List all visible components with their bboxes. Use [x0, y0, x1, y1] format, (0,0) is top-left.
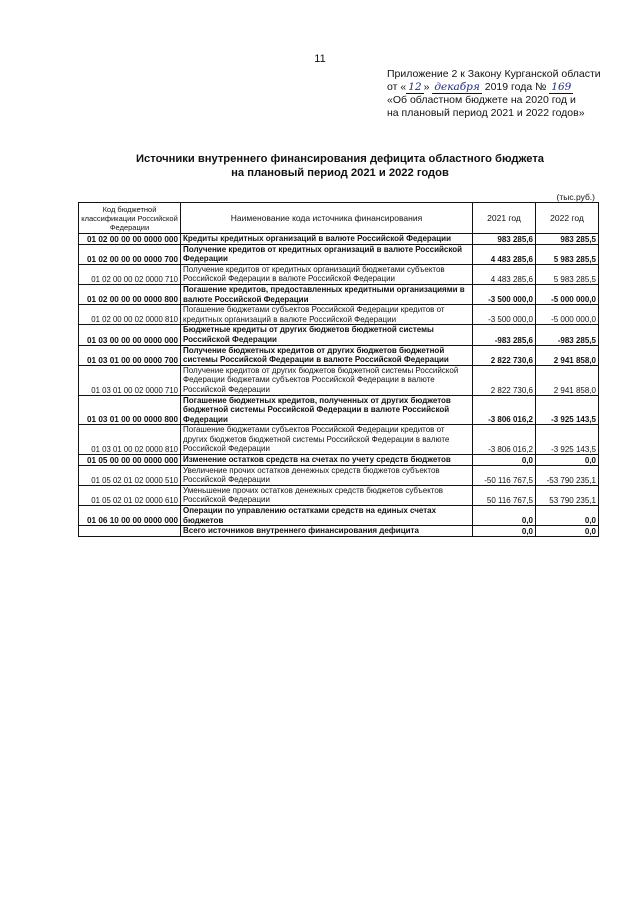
- row-2022: 983 285,5: [536, 234, 599, 245]
- handwritten-month: декабря: [434, 81, 480, 93]
- table-row: [79, 455, 599, 466]
- header-code: Код бюджетной классификации Российской Федерации: [79, 203, 181, 234]
- financing-sources-table: [78, 202, 599, 537]
- page-number: 11: [314, 53, 326, 65]
- row-name: Изменение остатков средств на счетах по учету средств бюджетов: [181, 455, 473, 466]
- header-2022: 2022 год: [536, 203, 599, 234]
- table-row: [79, 465, 599, 485]
- appendix-line-4: на плановый период 2021 и 2022 годов»: [387, 107, 585, 119]
- appendix-year: 2019 года №: [484, 81, 547, 93]
- row-2021: 2 822 730,6: [473, 345, 536, 365]
- total-row: [79, 526, 599, 537]
- row-name: Получение кредитов от других бюджетов бюджетной системы Российской Федерации бюджетами субъектов Российской Федерации в валюте Российской Федерации: [181, 365, 473, 395]
- row-name: Кредиты кредитных организаций в валюте Российской Федерации: [181, 234, 473, 245]
- row-name: Операции по управлению остатками средств на единых счетах бюджетов: [181, 506, 473, 526]
- total-2022: 0,0: [536, 526, 599, 537]
- title-line-1: Источники внутреннего финансирования дефицита областного бюджета: [135, 153, 545, 165]
- row-2022: 5 983 285,5: [536, 244, 599, 264]
- row-code: 01 03 01 00 00 0000 800: [79, 395, 181, 425]
- table-row: [79, 325, 599, 345]
- row-2021: 2 822 730,6: [473, 365, 536, 395]
- total-2021: 0,0: [473, 526, 536, 537]
- row-code: 01 06 10 00 00 0000 000: [79, 506, 181, 526]
- row-2022: -983 285,5: [536, 325, 599, 345]
- appendix-line-3: «Об областном бюджете на 2020 год и: [387, 94, 576, 106]
- row-code: 01 02 00 00 00 0000 800: [79, 284, 181, 304]
- table-row: [79, 425, 599, 455]
- row-name: Увеличение прочих остатков денежных средств бюджетов субъектов Российской Федерации: [181, 465, 473, 485]
- row-2021: -3 806 016,2: [473, 395, 536, 425]
- row-2022: -3 925 143,5: [536, 425, 599, 455]
- header-2021: 2021 год: [473, 203, 536, 234]
- row-code: 01 02 00 00 02 0000 710: [79, 264, 181, 284]
- table-row: [79, 284, 599, 304]
- row-2022: -5 000 000,0: [536, 305, 599, 325]
- table-row: [79, 485, 599, 505]
- row-2022: 0,0: [536, 455, 599, 466]
- units-label: (тыс.руб.): [556, 192, 595, 202]
- row-2022: -3 925 143,5: [536, 395, 599, 425]
- row-2022: -53 790 235,1: [536, 465, 599, 485]
- row-code: 01 02 00 00 00 0000 700: [79, 244, 181, 264]
- row-name: Погашение кредитов, предоставленных кредитными организациями в валюте Российской Федерации: [181, 284, 473, 304]
- row-code: 01 03 01 00 02 0000 810: [79, 425, 181, 455]
- handwritten-number: 169: [551, 81, 572, 93]
- row-code: 01 05 00 00 00 0000 000: [79, 455, 181, 466]
- row-2022: 53 790 235,1: [536, 485, 599, 505]
- row-name: Бюджетные кредиты от других бюджетов бюджетной системы Российской Федерации: [181, 325, 473, 345]
- row-2022: 5 983 285,5: [536, 264, 599, 284]
- table-row: [79, 395, 599, 425]
- title-line-2: на плановый период 2021 и 2022 годов: [231, 167, 449, 179]
- row-code: 01 03 01 00 02 0000 710: [79, 365, 181, 395]
- appendix-quote-close: »: [423, 81, 430, 93]
- row-code: 01 03 01 00 00 0000 700: [79, 345, 181, 365]
- row-name: Получение бюджетных кредитов от других бюджетов бюджетной системы Российской Федерации в валюте Российской Федерации: [181, 345, 473, 365]
- row-2022: 2 941 858,0: [536, 365, 599, 395]
- appendix-line-2: [387, 81, 627, 94]
- handwritten-day: 12: [408, 81, 422, 93]
- row-2022: -5 000 000,0: [536, 284, 599, 304]
- appendix-from: от «: [387, 81, 407, 93]
- row-2022: 0,0: [536, 506, 599, 526]
- document-title: [0, 152, 640, 180]
- row-2021: -3 806 016,2: [473, 425, 536, 455]
- row-2021: 4 483 285,6: [473, 244, 536, 264]
- row-2021: -983 285,6: [473, 325, 536, 345]
- row-code: 01 02 00 00 02 0000 810: [79, 305, 181, 325]
- table-row: [79, 305, 599, 325]
- row-name: Погашение бюджетами субъектов Российской Федерации кредитов от кредитных организаций в валюте Российской Федерации: [181, 305, 473, 325]
- row-2021: -50 116 767,5: [473, 465, 536, 485]
- total-code-cell: [79, 526, 181, 537]
- row-2021: -3 500 000,0: [473, 305, 536, 325]
- row-2021: 983 285,6: [473, 234, 536, 245]
- row-name: Погашение бюджетами субъектов Российской Федерации кредитов от других бюджетов бюджетной системы Российской Федерации в валюте Российской Федерации: [181, 425, 473, 455]
- row-code: 01 03 00 00 00 0000 000: [79, 325, 181, 345]
- appendix-line-1: Приложение 2 к Закону Курганской области: [387, 68, 601, 80]
- table-row: [79, 506, 599, 526]
- appendix-header: [387, 68, 627, 120]
- table-row: [79, 365, 599, 395]
- table-row: [79, 345, 599, 365]
- table-row: [79, 244, 599, 264]
- row-name: Получение кредитов от кредитных организаций в валюте Российской Федерации: [181, 244, 473, 264]
- row-2021: -3 500 000,0: [473, 284, 536, 304]
- row-name: Получение кредитов от кредитных организаций бюджетами субъектов Российской Федерации в валюте Российской Федерации: [181, 264, 473, 284]
- row-name: Уменьшение прочих остатков денежных средств бюджетов субъектов Российской Федерации: [181, 485, 473, 505]
- row-code: 01 02 00 00 00 0000 000: [79, 234, 181, 245]
- row-2021: 50 116 767,5: [473, 485, 536, 505]
- table-row: [79, 234, 599, 245]
- row-2021: 4 483 285,6: [473, 264, 536, 284]
- row-2021: 0,0: [473, 455, 536, 466]
- table-header-row: [79, 203, 599, 234]
- row-code: 01 05 02 01 02 0000 510: [79, 465, 181, 485]
- row-code: 01 05 02 01 02 0000 610: [79, 485, 181, 505]
- table-row: [79, 264, 599, 284]
- row-name: Погашение бюджетных кредитов, полученных от других бюджетов бюджетной системы Российской Федерации в валюте Российской Федерации: [181, 395, 473, 425]
- table-body: [79, 234, 599, 526]
- header-name: Наименование кода источника финансирования: [181, 203, 473, 234]
- total-name: Всего источников внутреннего финансирования дефицита: [181, 526, 473, 537]
- row-2022: 2 941 858,0: [536, 345, 599, 365]
- row-2021: 0,0: [473, 506, 536, 526]
